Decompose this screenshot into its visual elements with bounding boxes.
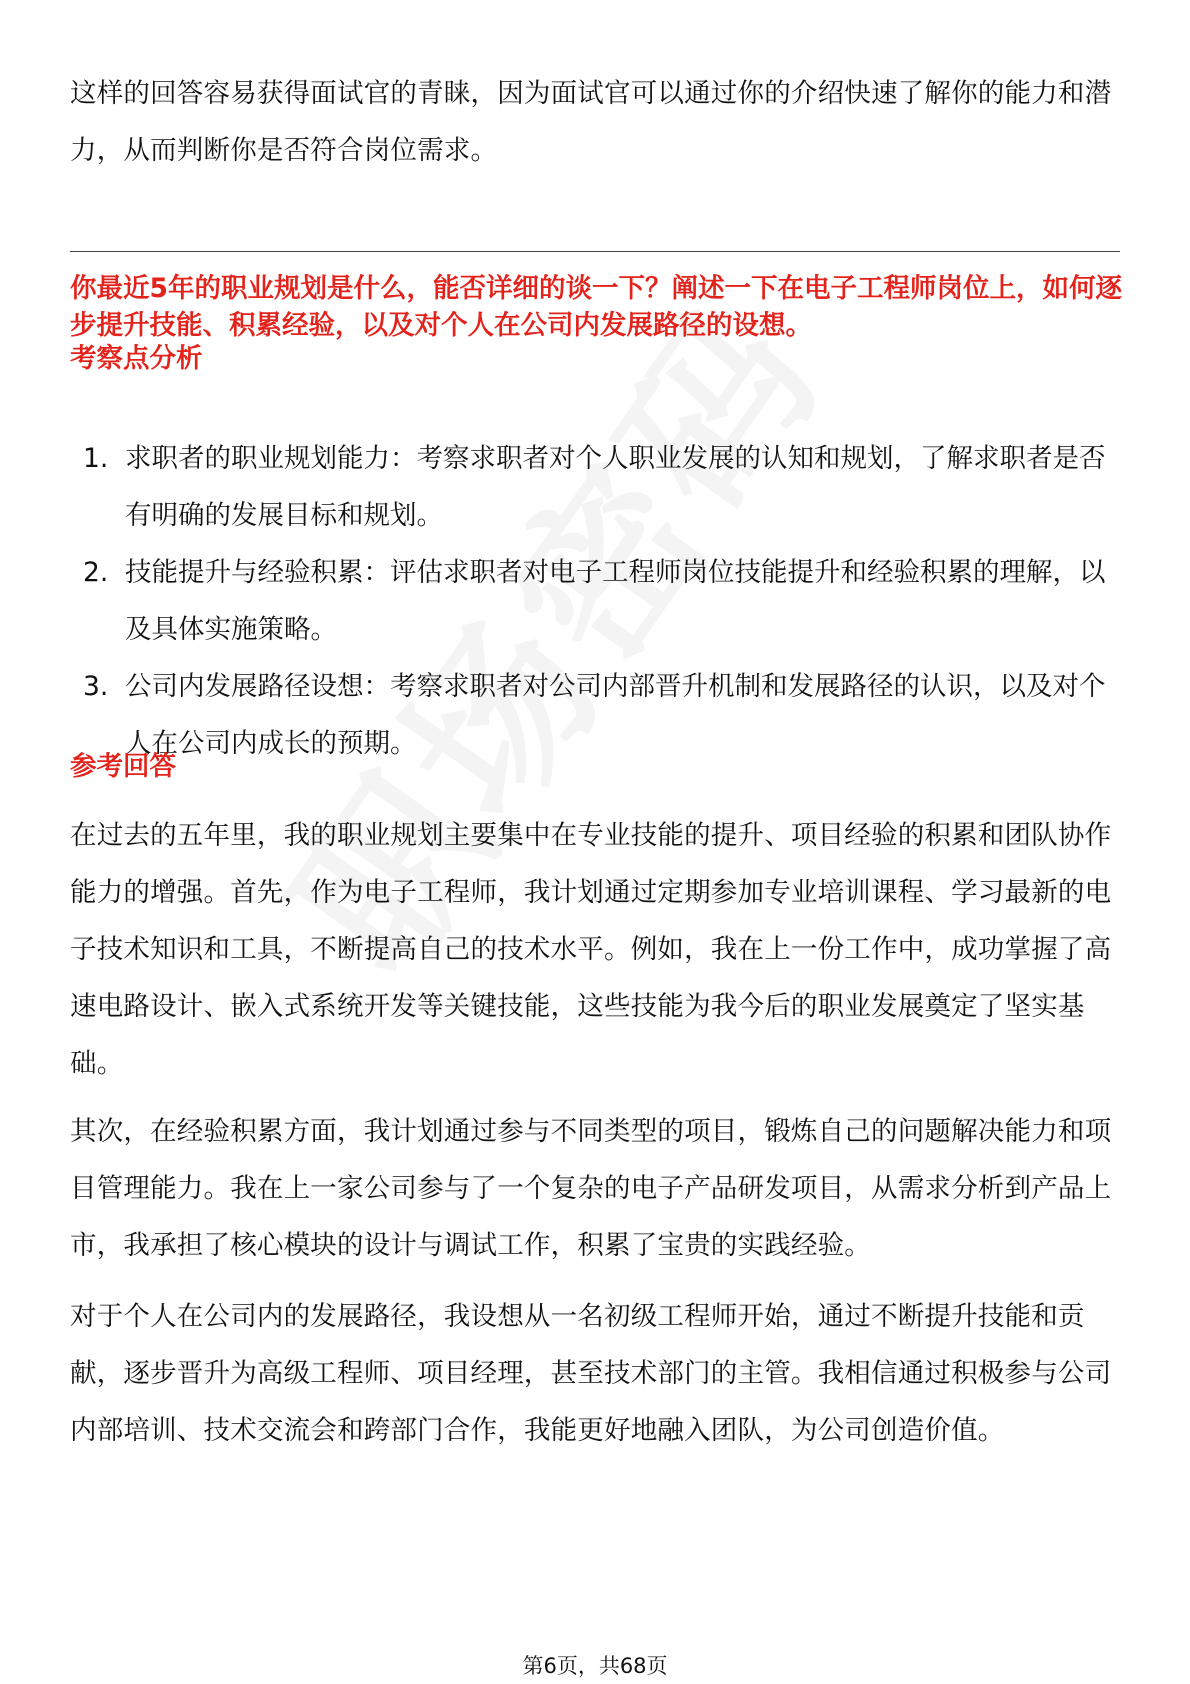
analysis-item-number: 2. <box>83 557 109 588</box>
analysis-item <box>70 658 1120 772</box>
answer-heading: 参考回答 <box>70 751 176 782</box>
analysis-item-number: 1. <box>83 443 109 474</box>
section-divider <box>70 251 1120 252</box>
page-number: 第6页，共68页 <box>522 1654 668 1678</box>
analysis-item-text: 公司内发展路径设想：考察求职者对公司内部晋升机制和发展路径的认识，以及对个人在公司内成长的预期。 <box>125 671 1106 759</box>
answer-paragraph: 对于个人在公司内的发展路径，我设想从一名初级工程师开始，通过不断提升技能和贡献，逐步晋升为高级工程师、项目经理，甚至技术部门的主管。我相信通过积极参与公司内部培训、技术交流会和跨部门合作，我能更好地融入团队，为公司创造价值。 <box>70 1301 1112 1446</box>
analysis-item-text: 求职者的职业规划能力：考察求职者对个人职业发展的认知和规划，了解求职者是否有明确的发展目标和规划。 <box>125 443 1106 531</box>
analysis-item <box>70 544 1120 658</box>
answer-paragraph: 在过去的五年里，我的职业规划主要集中在专业技能的提升、项目经验的积累和团队协作能力的增强。首先，作为电子工程师，我计划通过定期参加专业培训课程、学习最新的电子技术知识和工具，不断提高自己的技术水平。例如，我在上一份工作中，成功掌握了高速电路设计、嵌入式系统开发等关键技能，这些技能为我今后的职业发展奠定了坚实基础。 <box>70 820 1112 1079</box>
analysis-item-number: 3. <box>83 671 109 702</box>
analysis-item-text: 技能提升与经验积累：评估求职者对电子工程师岗位技能提升和经验积累的理解，以及具体实施策略。 <box>125 557 1106 645</box>
analysis-list <box>70 430 1120 772</box>
answer-paragraph: 其次，在经验积累方面，我计划通过参与不同类型的项目，锻炼自己的问题解决能力和项目管理能力。我在上一家公司参与了一个复杂的电子产品研发项目，从需求分析到产品上市，我承担了核心模块的设计与调试工作，积累了宝贵的实践经验。 <box>70 1116 1112 1261</box>
intro-paragraph: 这样的回答容易获得面试官的青睐，因为面试官可以通过你的介绍快速了解你的能力和潜力，从而判断你是否符合岗位需求。 <box>70 78 1112 166</box>
interview-question: 你最近5年的职业规划是什么，能否详细的谈一下？阐述一下在电子工程师岗位上，如何逐步提升技能、积累经验，以及对个人在公司内发展路径的设想。 <box>70 273 1122 341</box>
analysis-item <box>70 430 1120 544</box>
analysis-heading: 考察点分析 <box>70 343 203 374</box>
